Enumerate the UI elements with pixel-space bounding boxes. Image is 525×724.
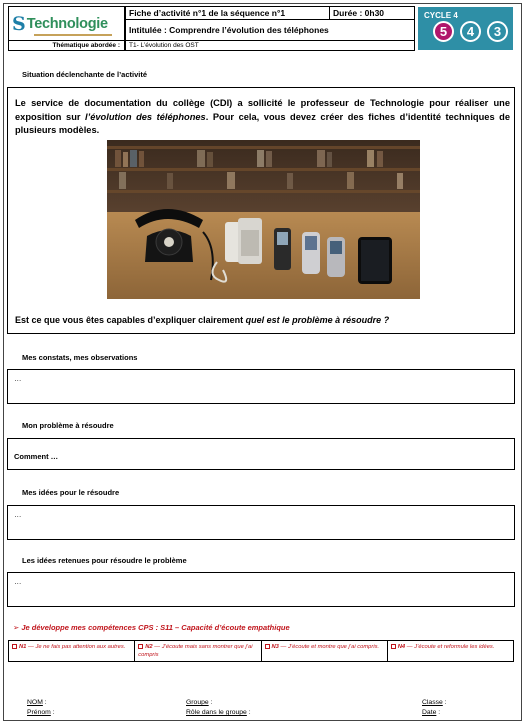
- prenom-field[interactable]: Prénom :: [27, 709, 55, 716]
- role-label: Rôle dans le groupe: [186, 709, 247, 716]
- logo-text: Technologie: [26, 15, 108, 32]
- situation-box: [7, 87, 515, 334]
- observations-title: Mes constats, mes observations: [22, 353, 138, 362]
- groupe-field[interactable]: Groupe :: [186, 699, 213, 706]
- cycle-label: CYCLE 4: [424, 11, 458, 20]
- groupe-label: Groupe: [186, 699, 209, 706]
- role-field[interactable]: Rôle dans le groupe :: [186, 709, 251, 716]
- competence-level-n3[interactable]: [262, 641, 388, 661]
- prenom-label: Prénom: [27, 709, 51, 716]
- date-field[interactable]: Date :: [422, 709, 441, 716]
- competence-level-n2[interactable]: [135, 641, 261, 661]
- level-text: — J’écoute et reformule les idées.: [405, 644, 495, 650]
- checkbox-icon[interactable]: [138, 644, 143, 649]
- problem-question: [15, 315, 389, 325]
- checkbox-icon[interactable]: [391, 644, 396, 649]
- theme-label: Thématique abordée :: [8, 40, 125, 51]
- classe-label: Classe: [422, 699, 443, 706]
- student-info-footer: [8, 694, 514, 719]
- nom-label: NOM: [27, 699, 43, 706]
- checkbox-icon[interactable]: [265, 644, 270, 649]
- competence-level-n1[interactable]: [9, 641, 135, 661]
- retained-ideas-answer-box[interactable]: …: [7, 572, 515, 607]
- question-italic: quel est le problème à résoudre ?: [245, 315, 390, 325]
- telephones-evolution-photo: [107, 140, 420, 299]
- cycle-badge: [417, 6, 514, 51]
- ideas-title: Mes idées pour le résoudre: [22, 488, 120, 497]
- competences-table: [8, 640, 514, 662]
- cycle-level-3: 3: [487, 21, 508, 42]
- checkbox-icon[interactable]: [12, 644, 17, 649]
- situation-text-part1: Le service de documentation du collège (CDI) a sollicité le professeur de Technologie pour réaliser une exposition sur: [15, 98, 510, 122]
- activity-title: Intitulée : Comprendre l’évolution des téléphones: [125, 19, 415, 41]
- question-part1: Est ce que vous êtes capables d’expliquer clairement: [15, 315, 246, 325]
- observations-answer-box[interactable]: …: [7, 369, 515, 404]
- problem-title: Mon problème à résoudre: [22, 421, 114, 430]
- level-code: N4: [397, 644, 406, 650]
- level-code: N2: [145, 644, 153, 650]
- logo-letter: S: [12, 12, 26, 35]
- cycle-level-4: 4: [460, 21, 481, 42]
- level-code: N1: [19, 644, 27, 650]
- fiche-number: Fiche d’activité n°1 de la séquence n°1: [125, 6, 330, 20]
- classe-field[interactable]: Classe :: [422, 699, 447, 706]
- ideas-answer-box[interactable]: …: [7, 505, 515, 540]
- logo-underline: [34, 34, 112, 36]
- competences-title: ➢ Je développe mes compétences CPS : S11 – Capacité d’écoute empathique: [13, 623, 290, 632]
- situation-text-part2: . Pour cela, vous devez créer des fiches d’identité techniques de plusieurs modèles.: [15, 111, 511, 135]
- nom-field[interactable]: NOM :: [27, 699, 47, 706]
- duration: Durée : 0h30: [329, 6, 415, 20]
- date-label: Date: [422, 709, 437, 716]
- situation-text: [15, 97, 510, 138]
- level-code: N3: [271, 644, 279, 650]
- retained-ideas-title: Les idées retenues pour résoudre le problème: [22, 556, 187, 565]
- level-text: — J’écoute mais sans montrer que j’ai compris: [138, 644, 253, 658]
- worksheet-header: [8, 6, 514, 51]
- level-text: — J’écoute et montre que j’ai compris.: [278, 644, 380, 650]
- cycle-level-5: 5: [433, 21, 454, 42]
- theme-value: T1- L’évolution des OST: [125, 40, 415, 51]
- problem-answer-box[interactable]: Comment …: [7, 438, 515, 470]
- competence-level-n4[interactable]: [388, 641, 513, 661]
- sti-technologie-logo: [8, 6, 125, 41]
- level-text: — Je ne fais pas attention aux autres.: [26, 644, 126, 650]
- situation-title: Situation déclenchante de l’activité: [22, 70, 148, 79]
- situation-text-italic: l’évolution des téléphones: [85, 111, 206, 122]
